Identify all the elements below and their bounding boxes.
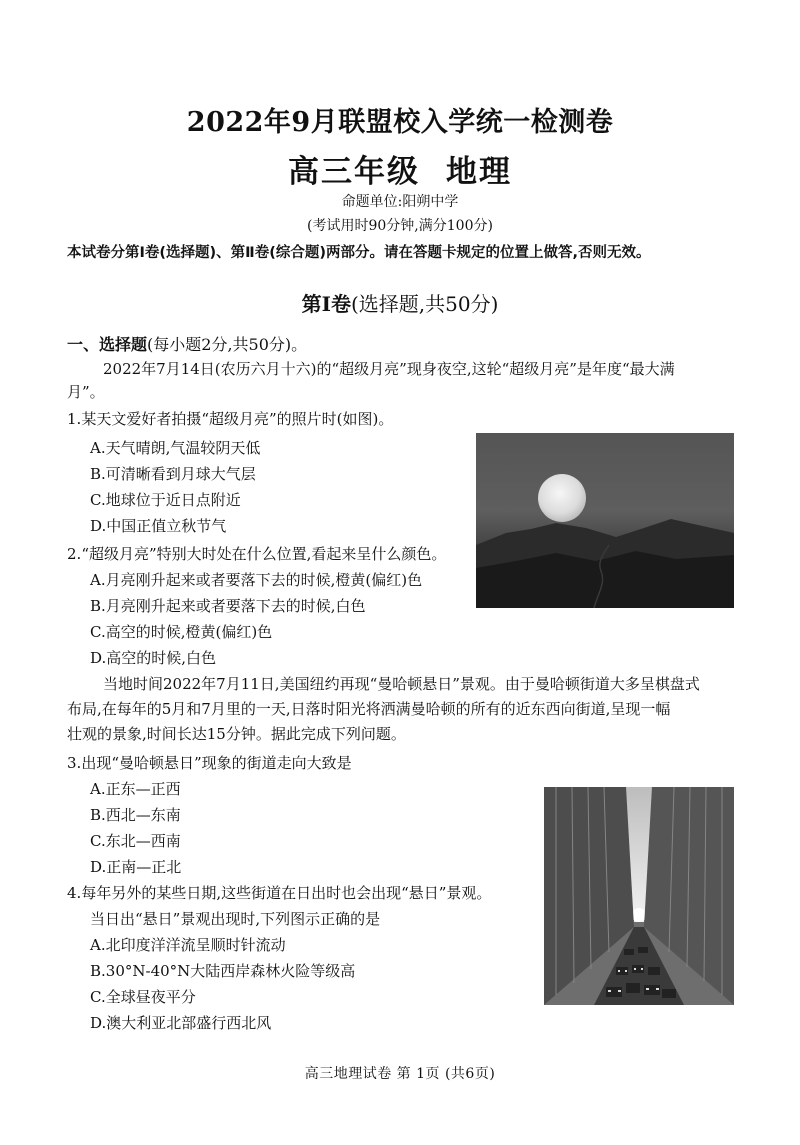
instructions: 本试卷分第Ⅰ卷(选择题)、第Ⅱ卷(综合题)两部分。请在答题卡规定的位置上做答,否则无效。	[67, 245, 651, 261]
option: B.30°N-40°N大陆西岸森林火险等级高	[90, 962, 356, 980]
setter-line: 命题单位:阳朔中学	[341, 194, 459, 210]
supermoon-photo	[476, 433, 734, 608]
option: A.北印度洋洋流呈顺时针流动	[90, 936, 286, 954]
moon-disc	[538, 474, 586, 522]
option: D.澳大利亚北部盛行西北风	[90, 1014, 272, 1032]
question-number: 4.	[67, 884, 82, 902]
option: A.正东—正西	[90, 780, 181, 798]
option: C.地球位于近日点附近	[90, 491, 241, 509]
question-4-continued: 当日出“悬日”景观出现时,下列图示正确的是	[90, 910, 381, 928]
manhattan-passage-line: 当地时间2022年7月11日,美国纽约再现“曼哈顿悬日”景观。由于曼哈顿街道大多呈棋盘式	[103, 675, 700, 693]
supermoon-image	[476, 433, 734, 608]
question-text: 某天文爱好者拍摄“超级月亮”的照片时(如图)。	[81, 410, 394, 428]
option: D.中国正值立秋节气	[90, 517, 227, 535]
moon-passage-line: 月”。	[67, 383, 105, 401]
grade-label: 高三年级	[288, 154, 420, 190]
question-1	[67, 408, 393, 429]
setting-sun	[632, 908, 646, 922]
manhattanhenge-photo	[544, 787, 734, 1005]
section-subtitle: (选择题,共50分)	[350, 292, 499, 316]
manhattan-passage-line: 布局,在每年的5月和7月里的一天,日落时阳光将洒满曼哈顿的所有的近东西向街道,呈现一幅	[67, 700, 671, 718]
option: C.全球昼夜平分	[90, 988, 196, 1006]
question-text: “超级月亮”特别大时处在什么位置,看起来呈什么颜色。	[81, 545, 447, 563]
option: D.高空的时候,白色	[90, 649, 217, 667]
option: A.天气晴朗,气温较阴天低	[90, 439, 261, 457]
part-title: 一、选择题	[67, 335, 148, 354]
section-title: 第Ⅰ卷	[301, 292, 351, 316]
exam-info: (考试用时90分钟,满分100分)	[307, 218, 493, 234]
question-4	[67, 882, 491, 903]
question-number: 2.	[67, 545, 82, 563]
option: B.月亮刚升起来或者要落下去的时候,白色	[90, 597, 366, 615]
part-heading	[67, 332, 307, 355]
question-text: 每年另外的某些日期,这些街道在日出时也会出现“悬日”景观。	[81, 884, 492, 902]
question-number: 3.	[67, 754, 82, 772]
option: C.东北—西南	[90, 832, 181, 850]
moon-passage-line: 2022年7月14日(农历六月十六)的“超级月亮”现身夜空,这轮“超级月亮”是年度“最大满	[103, 360, 675, 378]
option: B.可清晰看到月球大气层	[90, 465, 256, 483]
section-heading	[0, 288, 800, 317]
subject-label: 地理	[446, 154, 512, 190]
option: C.高空的时候,橙黄(偏红)色	[90, 623, 273, 641]
page-footer: 高三地理试卷 第 1页 (共6页)	[304, 1066, 496, 1082]
question-3	[67, 752, 352, 773]
question-2	[67, 543, 446, 564]
question-text: 出现“曼哈顿悬日”现象的街道走向大致是	[81, 754, 352, 772]
manhattan-passage-line: 壮观的景象,时间长达15分钟。据此完成下列问题。	[67, 725, 406, 743]
question-number: 1.	[67, 410, 82, 428]
option: A.月亮刚升起来或者要落下去的时候,橙黄(偏红)色	[90, 571, 423, 589]
option: B.西北—东南	[90, 806, 181, 824]
exam-title: 2022年9月联盟校入学统一检测卷	[186, 107, 614, 138]
exam-subtitle	[0, 146, 800, 191]
part-scoring: (每小题2分,共50分)。	[147, 335, 308, 354]
manhattanhenge-image	[544, 787, 734, 1005]
option: D.正南—正北	[90, 858, 182, 876]
